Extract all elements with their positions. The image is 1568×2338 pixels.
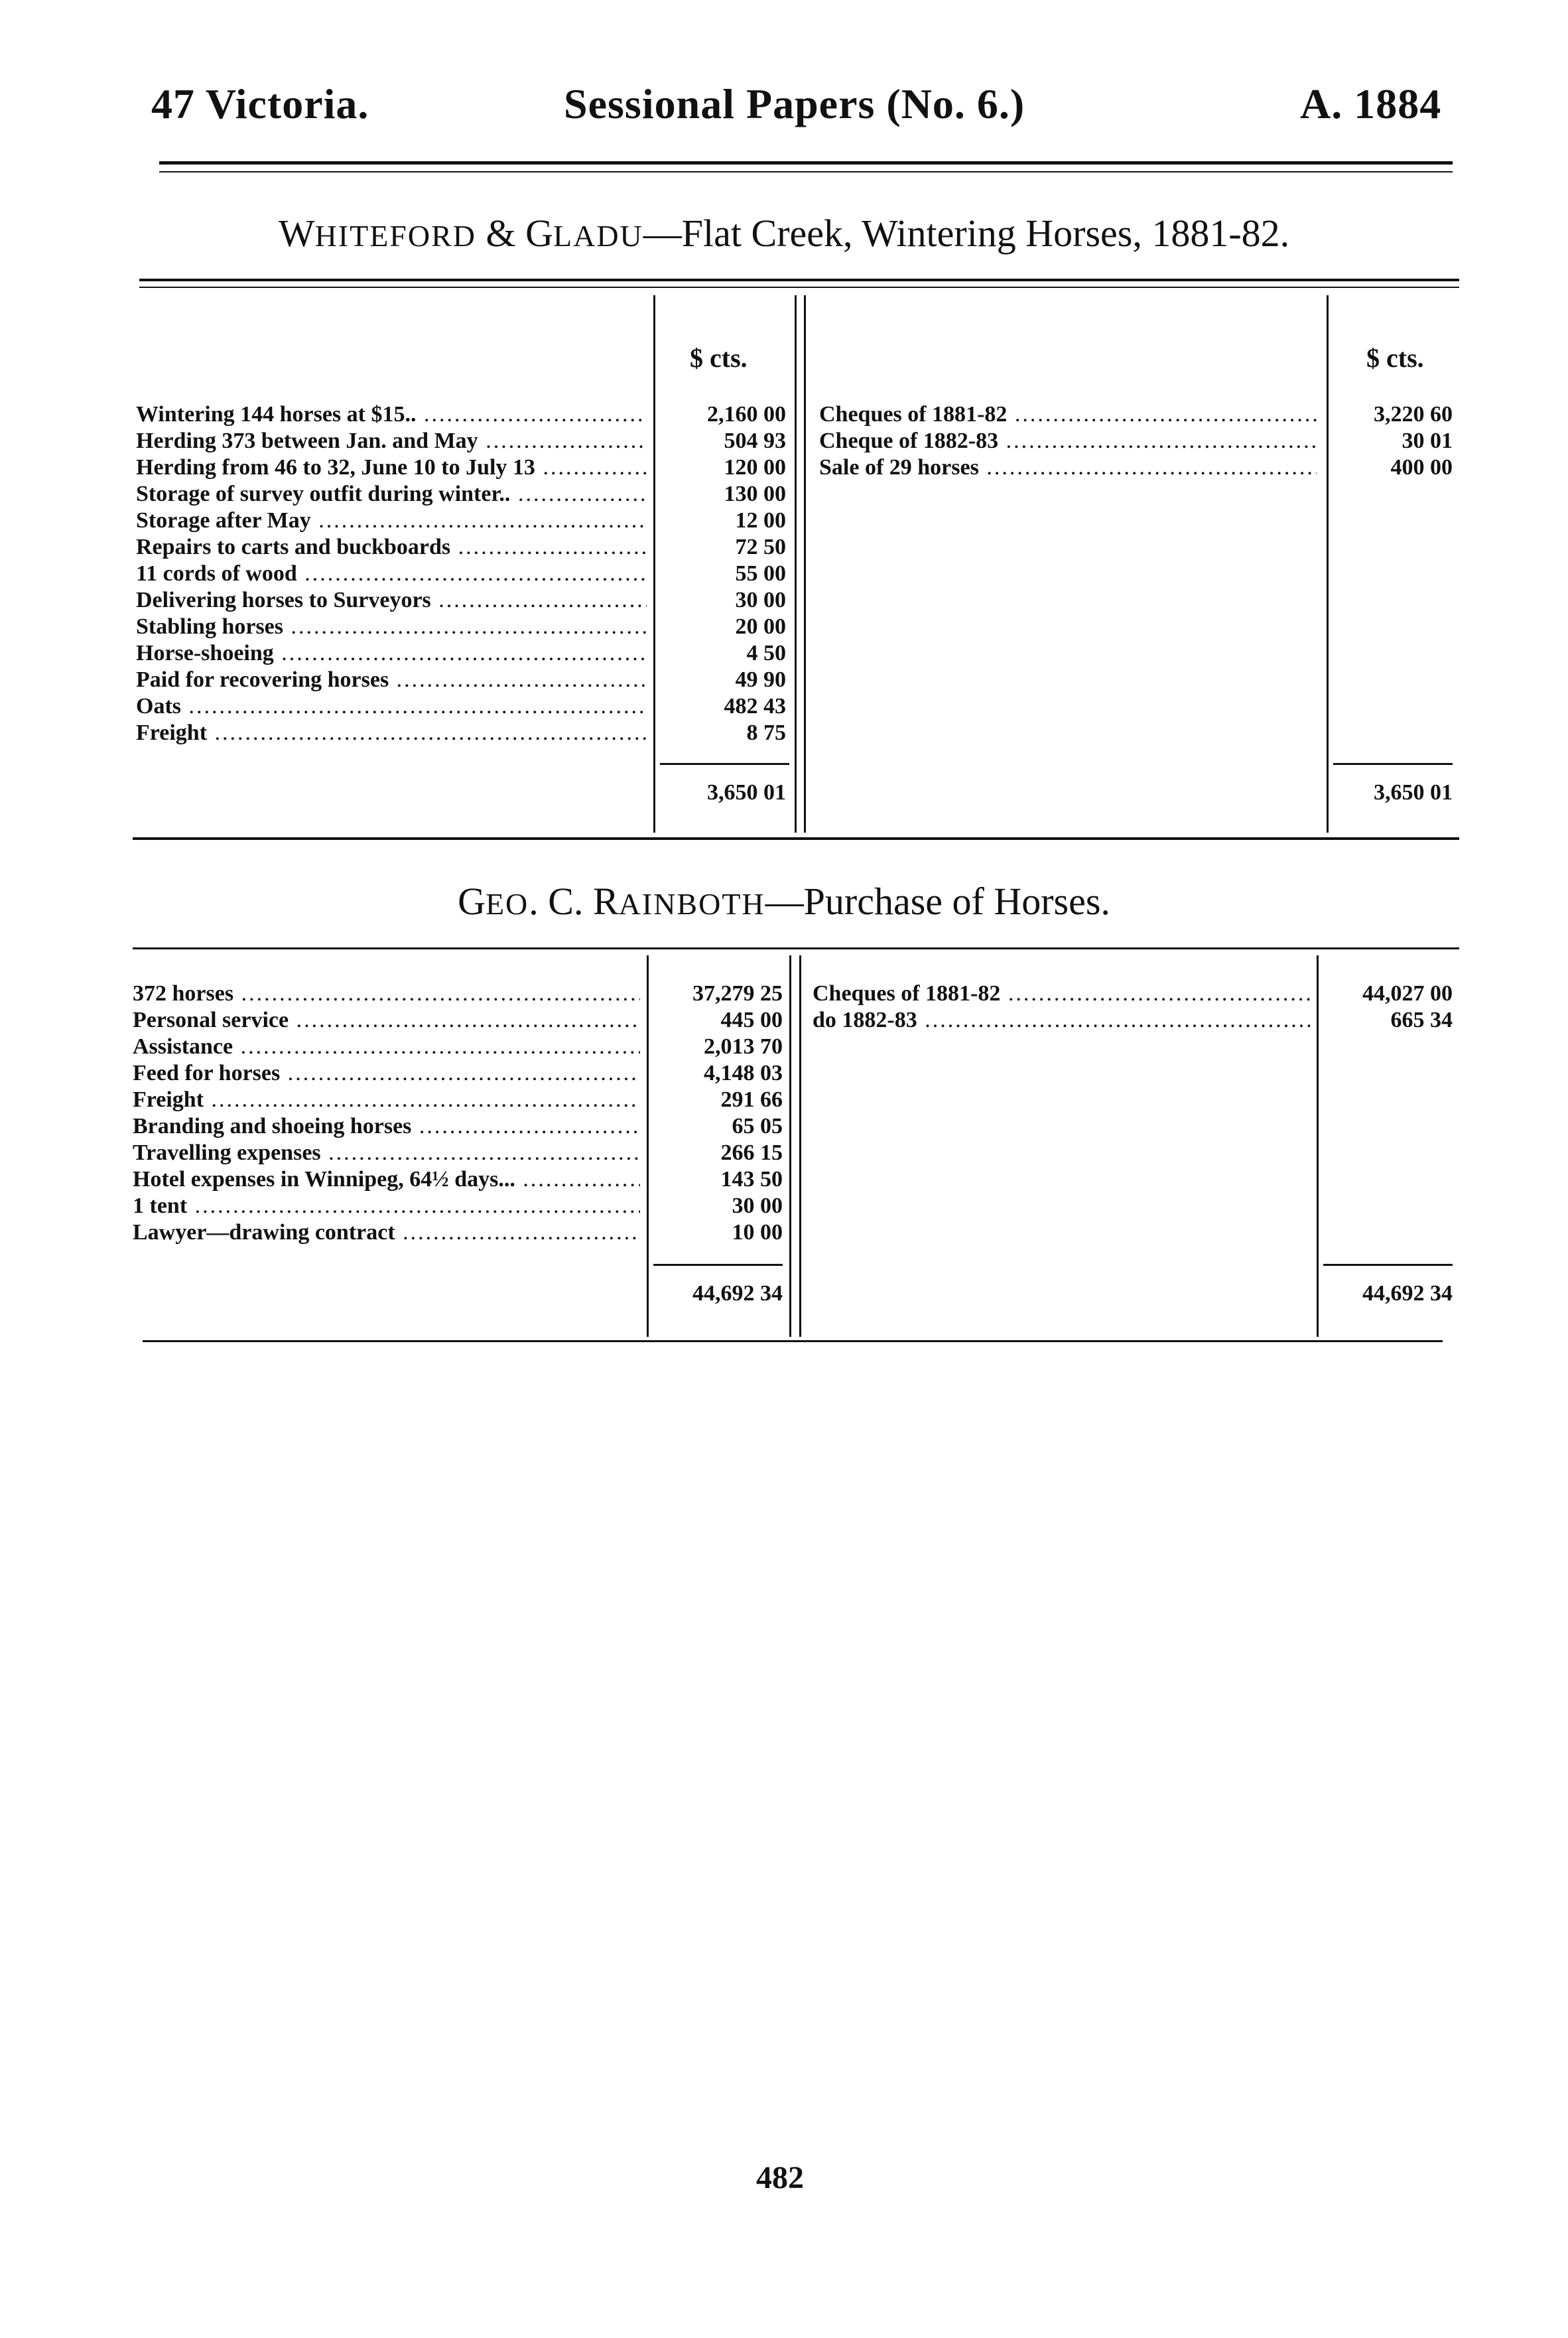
s2-right-amount-1: 665 34	[1390, 1008, 1453, 1032]
s1-left-amount-0: 2,160 00	[707, 402, 786, 427]
s1-total-right: 3,650 01	[1374, 780, 1453, 805]
s1-left-label-8: Stabling horses .....	[136, 614, 647, 640]
s2-right-label-0: Cheques of 1881-82 .....	[813, 981, 1310, 1007]
section1-rule-top2	[139, 287, 1459, 288]
s1-left-label-11: Oats .....	[136, 693, 647, 720]
section1-rule-bottom	[133, 837, 1459, 840]
s2-left-label-6: Travelling expenses .....	[133, 1140, 640, 1166]
s2-right-amount-0: 44,027 00	[1362, 981, 1453, 1006]
s1-right-amount-1: 30 01	[1402, 429, 1453, 453]
section2-rule-top	[133, 947, 1459, 949]
s2-left-amount-1: 445 00	[720, 1008, 783, 1032]
section2-vline-3	[799, 955, 801, 1337]
s1-left-amount-4: 12 00	[735, 508, 786, 533]
section1-vline-4	[1327, 295, 1329, 833]
s1-left-label-1: Herding 373 between Jan. and May .....	[136, 428, 647, 454]
s1-left-amount-12: 8 75	[746, 721, 786, 745]
s2-left-amount-8: 30 00	[732, 1194, 783, 1218]
header-series: Sessional Papers (No. 6.)	[564, 80, 1025, 127]
s1-left-amount-3: 130 00	[724, 482, 786, 506]
s1-left-label-0: Wintering 144 horses at $15.. .....	[136, 401, 647, 428]
s2-left-label-0: 372 horses .....	[133, 981, 640, 1007]
s2-left-amount-5: 65 05	[732, 1114, 783, 1138]
s2-right-label-1: do 1882-83 .....	[813, 1007, 1310, 1034]
s1-left-amount-8: 20 00	[735, 614, 786, 639]
s1-left-amount-1: 504 93	[724, 429, 786, 453]
s2-left-amount-9: 10 00	[732, 1220, 783, 1245]
s2-left-amount-3: 4,148 03	[704, 1061, 783, 1085]
s2-left-amount-0: 37,279 25	[692, 981, 783, 1006]
s1-left-label-6: 11 cords of wood .....	[136, 561, 647, 587]
section1-title: WHITEFORD & GLADU—Flat Creek, Wintering Horses, 1881-82.	[278, 212, 1290, 255]
section2-rule-bottom	[143, 1340, 1443, 1342]
header-year: A. 1884	[1300, 80, 1442, 127]
header-rule-bottom	[159, 171, 1453, 172]
s1-left-label-12: Freight .....	[136, 720, 647, 746]
s1-right-amount-0: 3,220 60	[1374, 402, 1453, 427]
s1-left-label-7: Delivering horses to Surveyors .....	[136, 587, 647, 614]
section1-vline-1	[653, 295, 655, 833]
s1-left-amount-7: 30 00	[735, 588, 786, 612]
s2-left-label-8: 1 tent .....	[133, 1193, 640, 1219]
section1-col-head-left: $ cts.	[690, 343, 748, 373]
s1-left-amount-6: 55 00	[735, 561, 786, 586]
header-rule-top	[159, 161, 1453, 165]
s1-left-label-3: Storage of survey outfit during winter.. .....	[136, 481, 647, 508]
s2-left-amount-7: 143 50	[720, 1167, 783, 1192]
section1-vline-3	[804, 295, 806, 833]
s1-left-label-10: Paid for recovering horses .....	[136, 667, 647, 693]
s1-total-rule-left	[660, 763, 789, 765]
s1-right-label-2: Sale of 29 horses .....	[819, 454, 1317, 481]
s1-left-label-5: Repairs to carts and buckboards .....	[136, 534, 647, 561]
s1-left-amount-10: 49 90	[735, 667, 786, 692]
s2-left-label-9: Lawyer—drawing contract .....	[133, 1219, 640, 1246]
section1-vline-2	[795, 295, 797, 833]
s2-total-rule-right	[1323, 1264, 1453, 1266]
section2-vline-4	[1317, 955, 1319, 1337]
section2-vline-1	[647, 955, 649, 1337]
s2-left-amount-2: 2,013 70	[704, 1034, 783, 1059]
s2-left-label-3: Feed for horses .....	[133, 1060, 640, 1087]
s1-total-left: 3,650 01	[707, 780, 786, 805]
s2-total-rule-left	[653, 1264, 783, 1266]
page-number: 482	[756, 2160, 804, 2195]
s2-left-label-7: Hotel expenses in Winnipeg, 64½ days... .....	[133, 1166, 640, 1193]
s2-total-left: 44,692 34	[692, 1281, 783, 1306]
s2-left-amount-4: 291 66	[720, 1087, 783, 1112]
s2-left-label-1: Personal service .....	[133, 1007, 640, 1034]
s1-left-amount-9: 4 50	[746, 641, 786, 665]
section2-title: GEO. C. RAINBOTH—Purchase of Horses.	[458, 880, 1110, 923]
s2-total-right: 44,692 34	[1362, 1281, 1453, 1306]
s2-left-label-5: Branding and shoeing horses .....	[133, 1113, 640, 1140]
s1-right-label-0: Cheques of 1881-82 .....	[819, 401, 1317, 428]
s2-left-amount-6: 266 15	[720, 1140, 783, 1165]
s2-left-label-4: Freight .....	[133, 1087, 640, 1113]
section1-col-head-right: $ cts.	[1366, 343, 1424, 373]
s1-left-amount-5: 72 50	[735, 535, 786, 559]
section2-vline-2	[789, 955, 791, 1337]
header-volume: 47 Victoria.	[151, 80, 369, 127]
s1-left-amount-11: 482 43	[724, 694, 786, 719]
s1-right-label-1: Cheque of 1882-83 .....	[819, 428, 1317, 454]
s2-left-label-2: Assistance .....	[133, 1034, 640, 1060]
s1-left-label-4: Storage after May .....	[136, 508, 647, 534]
s1-left-amount-2: 120 00	[724, 455, 786, 480]
section1-rule-top	[139, 279, 1459, 281]
s1-left-label-2: Herding from 46 to 32, June 10 to July 13 .....	[136, 454, 647, 481]
s1-right-amount-2: 400 00	[1390, 455, 1453, 480]
s1-left-label-9: Horse-shoeing .....	[136, 640, 647, 667]
s1-total-rule-right	[1333, 763, 1453, 765]
